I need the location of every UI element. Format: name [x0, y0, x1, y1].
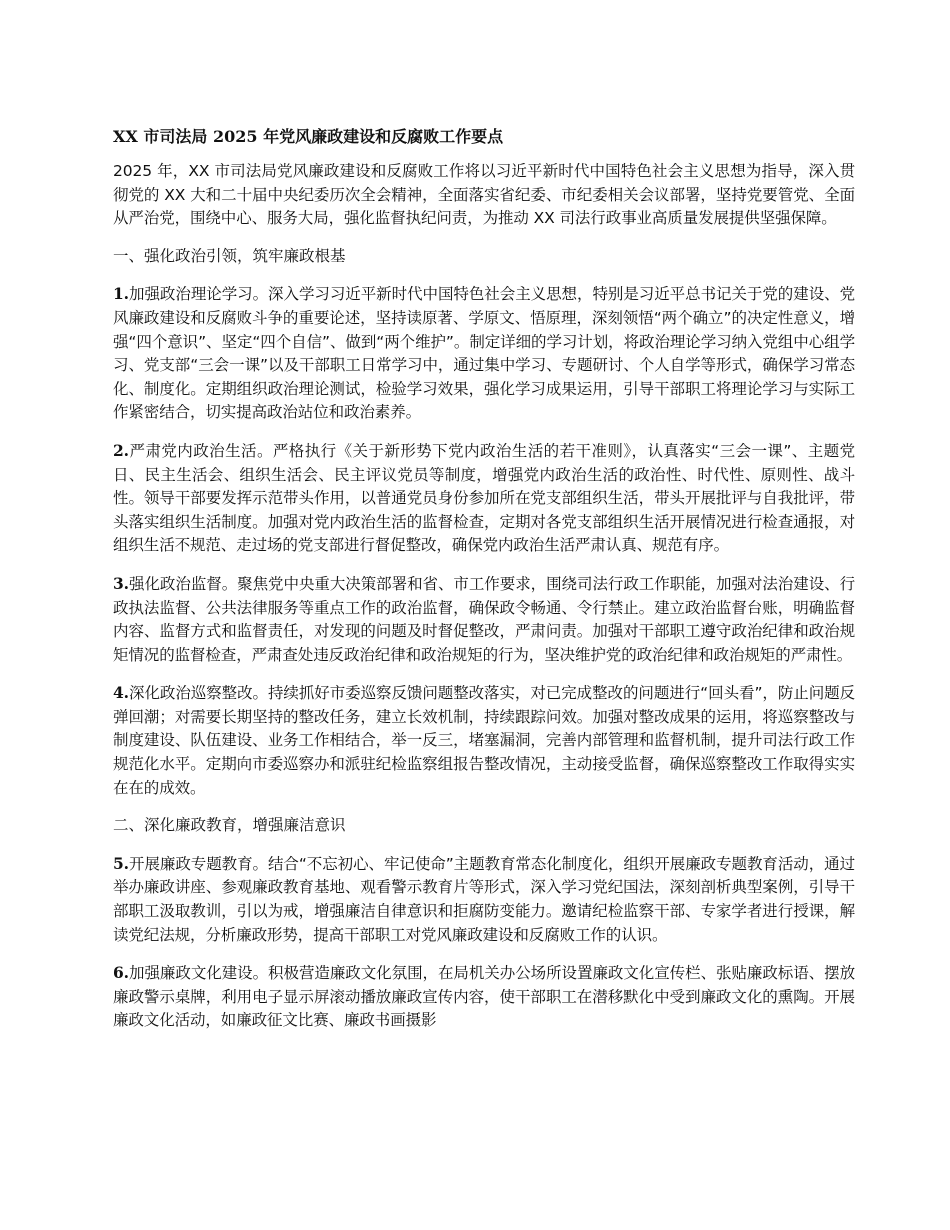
- document-title: XX 市司法局 2025 年党风廉政建设和反腐败工作要点: [113, 127, 504, 146]
- item-number: 5.: [113, 853, 129, 873]
- item-text: 深化政治巡察整改。持续抓好市委巡察反馈问题整改落实，对已完成整改的问题进行“回头看”，防止问题反弹回潮；对需要长期坚持的整改任务，建立长效机制，持续跟踪问效。加强对整改成果的运用，将巡察整改与制度建设、队伍建设、业务工作相结合，举一反三，堵塞漏洞，完善内部管理和监督机制，提升司法行政工作规范化水平。定期向市委巡察办和派驻纪检监察组报告整改情况，主动接受监督，确保巡察整改工作取得实实在在的成效。: [113, 684, 855, 797]
- section-heading-1: 一、强化政治引领，筑牢廉政根基: [113, 246, 346, 265]
- item-number: 3.: [113, 573, 129, 593]
- item-number: 4.: [113, 683, 129, 703]
- item-number: 2.: [113, 440, 129, 460]
- item-text: 强化政治监督。聚焦党中央重大决策部署和省、市工作要求，围绕司法行政工作职能，加强对法治建设、行政执法监督、公共法律服务等重点工作的政治监督，确保政令畅通、令行禁止。建立政治监督台账，明确监督内容、监督方式和监督责任，对发现的问题及时督促整改，严肃问责。加强对干部职工遵守政治纪律和政治规矩情况的监督检查，严肃查处违反政治纪律和政治规矩的行为，坚决维护党的政治纪律和政治规矩的严肃性。: [113, 574, 855, 664]
- item-text: 加强政治理论学习。深入学习习近平新时代中国特色社会主义思想，特别是习近平总书记关于党的建设、党风廉政建设和反腐败斗争的重要论述，坚持读原著、学原文、悟原理，深刻领悟“两个确立”的决定性意义，增强“四个意识”、坚定“四个自信”、做到“两个维护”。制定详细的学习计划，将政治理论学习纳入党组中心组学习、党支部“三会一课”以及干部职工日常学习中，通过集中学习、专题研讨、个人自学等形式，确保学习常态化、制度化。定期组织政治理论测试，检验学习效果，强化学习成果运用，引导干部职工将理论学习与实际工作紧密结合，切实提高政治站位和政治素养。: [113, 285, 855, 422]
- document-page: [113, 124, 855, 1047]
- intro-paragraph: 2025 年，XX 市司法局党风廉政建设和反腐败工作将以习近平新时代中国特色社会主义思想为指导，深入贯彻党的 XX 大和二十届中央纪委历次全会精神，全面落实省纪委、市纪委相关会议部署，坚持党要管党、全面从严治党，围绕中心、服务大局，强化监督执纪问责，为推动 XX 司法行政事业高质量发展提供坚强保障。: [113, 162, 855, 228]
- item-text: 严肃党内政治生活。严格执行《关于新形势下党内政治生活的若干准则》，认真落实“三会一课”、主题党日、民主生活会、组织生活会、民主评议党员等制度，增强党内政治生活的政治性、时代性、原则性、战斗性。领导干部要发挥示范带头作用，以普通党员身份参加所在党支部组织生活，带头开展批评与自我批评，带头落实组织生活制度。加强对党内政治生活的监督检查，定期对各党支部组织生活开展情况进行检查通报，对组织生活不规范、走过场的党支部进行督促整改，确保党内政治生活严肃认真、规范有序。: [113, 441, 855, 555]
- item-paragraph-2: [113, 439, 855, 558]
- item-paragraph-6: [113, 961, 855, 1033]
- item-paragraph-3: [113, 572, 855, 667]
- item-text: 加强廉政文化建设。积极营造廉政文化氛围，在局机关办公场所设置廉政文化宣传栏、张贴廉政标语、摆放廉政警示桌牌，利用电子显示屏滚动播放廉政宣传内容，使干部职工在潜移默化中受到廉政文化的熏陶。开展廉政文化活动，如廉政征文比赛、廉政书画摄影: [113, 964, 855, 1030]
- item-number: 6.: [113, 963, 129, 983]
- item-paragraph-4: [113, 681, 855, 800]
- item-paragraph-1: [113, 282, 855, 425]
- item-number: 1.: [113, 284, 129, 304]
- item-text: 开展廉政专题教育。结合“不忘初心、牢记使命”主题教育常态化制度化，组织开展廉政专题教育活动，通过举办廉政讲座、参观廉政教育基地、观看警示教育片等形式，深入学习党纪国法，深刻剖析典型案例，引导干部职工汲取教训，引以为戒，增强廉洁自律意识和拒腐防变能力。邀请纪检监察干部、专家学者进行授课，解读党纪法规，分析廉政形势，提高干部职工对党风廉政建设和反腐败工作的认识。: [113, 854, 855, 944]
- section-heading-2: 二、深化廉政教育，增强廉洁意识: [113, 816, 346, 835]
- item-paragraph-5: [113, 852, 855, 947]
